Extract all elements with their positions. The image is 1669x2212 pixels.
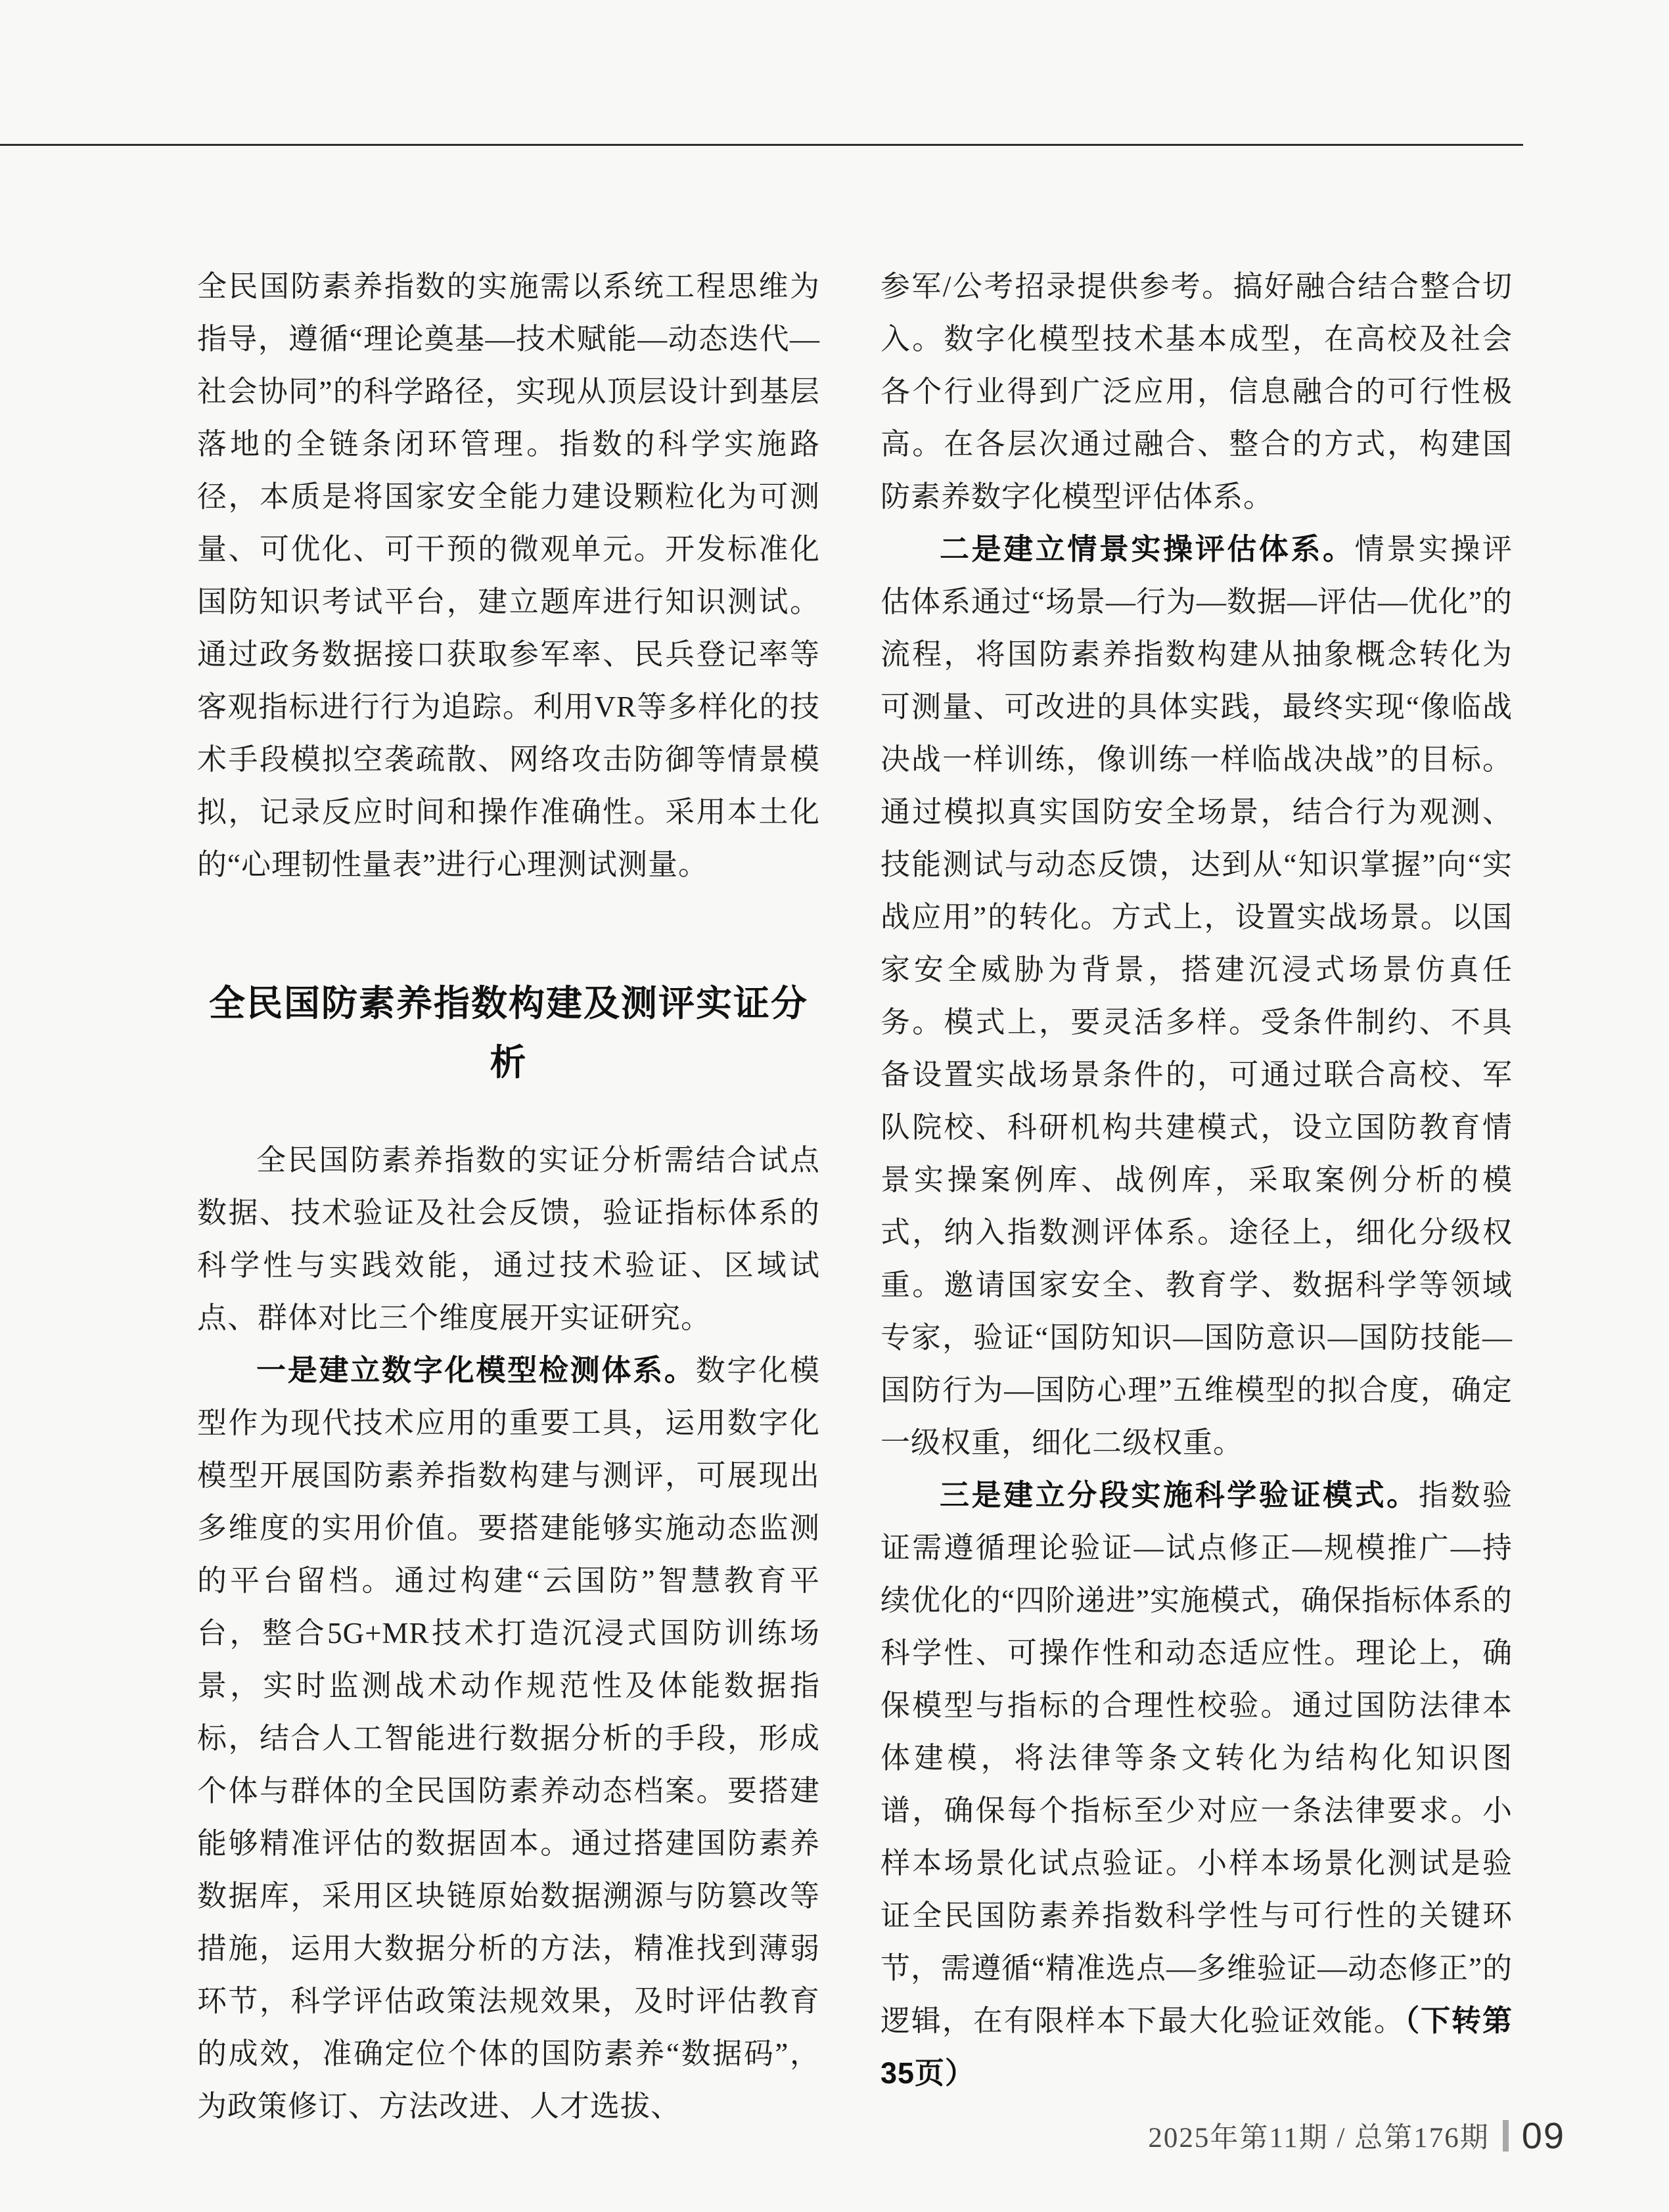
- paragraph: 全民国防素养指数的实证分析需结合试点数据、技术验证及社会反馈，验证指标体系的科学性与实践效能，通过技术验证、区域试点、群体对比三个维度展开实证研究。: [197, 1144, 820, 1334]
- paragraph-continuation: 全民国防素养指数的实施需以系统工程思维为指导，遵循“理论奠基—技术赋能—动态迭代—社会协同”的科学路径，实现从顶层设计到基层落地的全链条闭环管理。指数的科学实施路径，本质是将国家安全能力建设颗粒化为可测量、可优化、可干预的微观单元。开发标准化国防知识考试平台，建立题库进行知识测试。通过政务数据接口获取参军率、民兵登记率等客观指标进行行为追踪。利用VR等多样化的技术手段模拟空袭疏散、网络攻击防御等情景模拟，记录反应时间和操作准确性。采用本土化的“心理韧性量表”进行心理测试测量。: [197, 270, 820, 881]
- paragraph: [880, 523, 1513, 1469]
- paragraph-text: 数字化模型作为现代技术应用的重要工具，运用数字化模型开展国防素养指数构建与测评，可展现出多维度的实用价值。要搭建能够实施动态监测的平台留档。通过构建“云国防”智慧教育平台，整合5G+MR技术打造沉浸式国防训练场景，实时监测战术动作规范性及体能数据指标，结合人工智能进行数据分析的手段，形成个体与群体的全民国防素养动态档案。要搭建能够精准评估的数据固本。通过搭建国防素养数据库，采用区块链原始数据溯源与防篡改等措施，运用大数据分析的方法，精准找到薄弱环节，科学评估政策法规效果，及时评估教育的成效，准确定位个体的国防素养“数据码”，为政策修订、方法改进、人才选拔、: [197, 1354, 820, 2123]
- paragraph-continuation: 参军/公考招录提供参考。搞好融合结合整合切入。数字化模型技术基本成型，在高校及社会各个行业得到广泛应用，信息融合的可行性极高。在各层次通过融合、整合的方式，构建国防素养数字化模型评估体系。: [880, 270, 1513, 513]
- left-column: [197, 260, 820, 2133]
- issue-info: 2025年第11期 / 总第176期: [1148, 2123, 1490, 2154]
- section-heading: 全民国防素养指数构建及测评实证分析: [208, 983, 808, 1083]
- paragraph: [880, 1469, 1513, 2100]
- right-column: [880, 260, 1513, 2100]
- paragraph-text: 指数验证需遵循理论验证—试点修正—规模推广—持续优化的“四阶递进”实施模式，确保指标体系的科学性、可操作性和动态适应性。理论上，确保模型与指标的合理性校验。通过国防法律本体建模，将法律等条文转化为结构化知识图谱，确保每个指标至少对应一条法律要求。小样本场景化试点验证。小样本场景化测试是验证全民国防素养指数科学性与可行性的关键环节，需遵循“精准选点—多维验证—动态修正”的逻辑，在有限样本下最大化验证效能。: [880, 1479, 1513, 2037]
- paragraph: [197, 1344, 820, 2133]
- paragraph-lead-bold: 一是建立数字化模型检测体系。: [256, 1353, 696, 1387]
- page-footer: [1148, 2114, 1565, 2157]
- paragraph-lead-bold: 三是建立分段实施科学验证模式。: [940, 1478, 1419, 1512]
- continued-on-page-note: （下转第35页）: [880, 2004, 1513, 2090]
- paragraph-lead-bold: 二是建立情景实操评估体系。: [940, 532, 1355, 566]
- page-number: 09: [1521, 2115, 1565, 2156]
- footer-divider: [1503, 2120, 1509, 2152]
- header-divider: [0, 144, 1523, 146]
- paragraph-text: 情景实操评估体系通过“场景—行为—数据—评估—优化”的流程，将国防素养指数构建从抽象概念转化为可测量、可改进的具体实践，最终实现“像临战决战一样训练，像训练一样临战决战”的目标。通过模拟真实国防安全场景，结合行为观测、技能测试与动态反馈，达到从“知识掌握”向“实战应用”的转化。方式上，设置实战场景。以国家安全威胁为背景，搭建沉浸式场景仿真任务。模式上，要灵活多样。受条件制约、不具备设置实战场景条件的，可通过联合高校、军队院校、科研机构共建模式，设立国防教育情景实操案例库、战例库，采取案例分析的模式，纳入指数测评体系。途径上，细化分级权重。邀请国家安全、教育学、数据科学等领域专家，验证“国防知识—国防意识—国防技能—国防行为—国防心理”五维模型的拟合度，确定一级权重，细化二级权重。: [880, 533, 1513, 1459]
